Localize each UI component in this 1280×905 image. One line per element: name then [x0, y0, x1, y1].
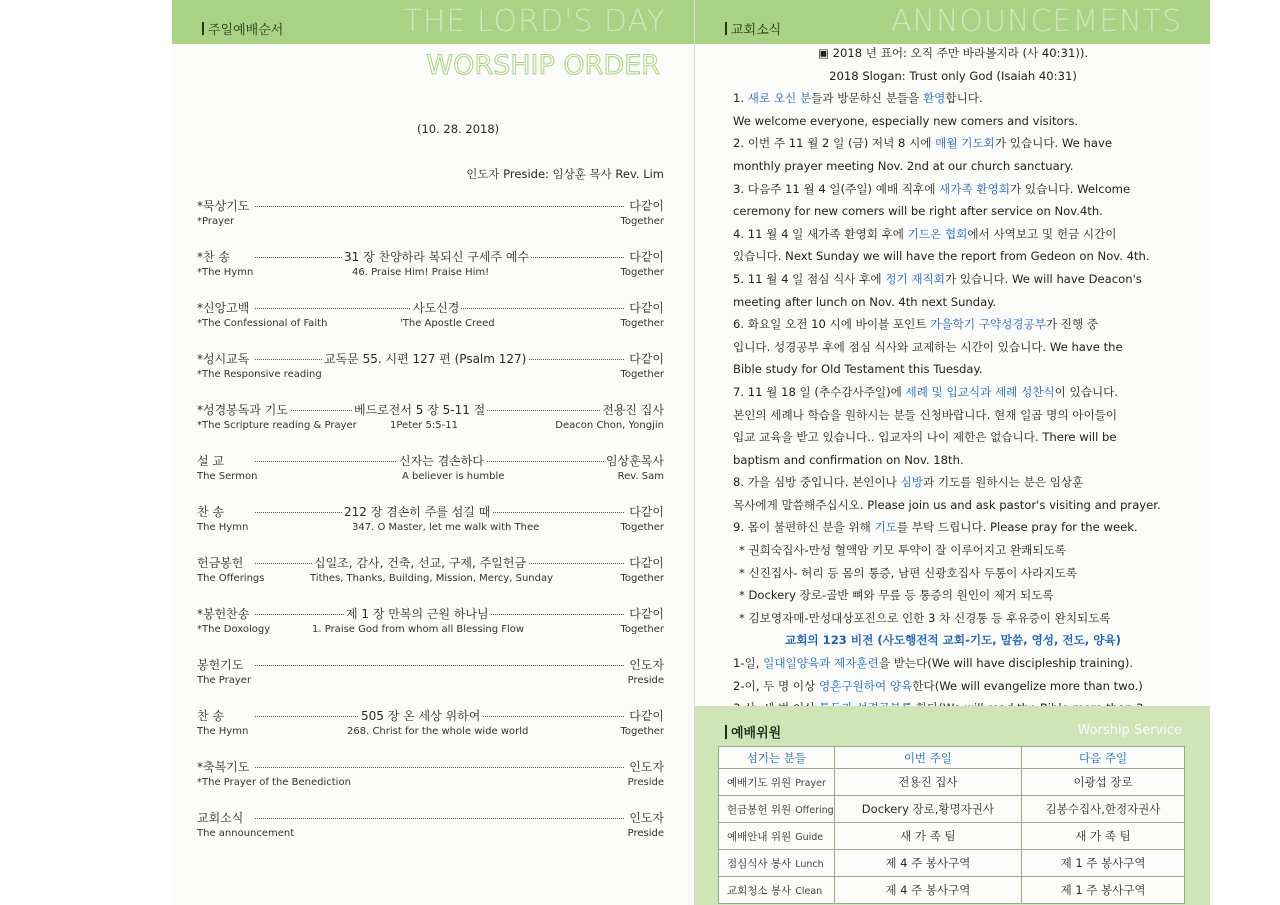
order-item-title: *성시교독 — [197, 352, 250, 366]
order-item-english-row — [197, 828, 664, 842]
order-item-korean-row — [197, 656, 664, 672]
order-item-korean-row — [197, 758, 664, 774]
announcement-1-en: We welcome everyone, especially new comers and visitors. — [733, 113, 1079, 128]
order-item-content: 교독문 55. 시편 127 편 (Psalm 127) — [324, 352, 527, 366]
vision-1: 1-일, 일대일양육과 제자훈련을 받는다(We will have discipleship training). — [733, 656, 1134, 671]
service-role-en: Lunch — [795, 858, 824, 870]
order-item-korean-row — [197, 452, 664, 468]
table-row — [719, 796, 1185, 823]
announcements-title: ANNOUNCEMENTS — [891, 4, 1182, 39]
announcement-8-line2: 목사에게 말씀해주십시오. Please join us and ask pastor's visiting and prayer. — [733, 497, 1161, 512]
order-item-korean-row — [197, 503, 664, 519]
order-item-leader: 다같이 — [629, 301, 664, 315]
order-item-content-en: 'The Apostle Creed — [400, 318, 495, 329]
announcement-7: 7. 11 월 18 일 (추수감사주일)에 세례 및 입교식과 세례 성찬식이 있습니다. — [733, 384, 1119, 399]
order-item-content: 십일조, 감사, 건축, 선교, 구제, 주일헌금 — [314, 556, 527, 570]
highlight-gideon: 기드온 협회 — [907, 226, 968, 241]
service-role-ko: 점심식사 봉사 — [727, 857, 792, 870]
highlight-bible-study: 가을학기 구약성경공부 — [930, 317, 1046, 332]
order-item-leader-en: Deacon Chon, Yongjin — [555, 420, 664, 431]
announcement-2: 2. 이번 주 11 월 2 일 (금) 저녁 8 시에 매월 기도회가 있습니다. We have — [733, 136, 1112, 151]
highlight-discipleship: 일대일양육과 제자훈련 — [763, 656, 879, 671]
highlight-visitation: 심방 — [900, 475, 923, 490]
order-item-title-en: *The Doxology — [197, 624, 271, 635]
order-item — [197, 299, 664, 332]
order-item-title-en: *The Confessional of Faith — [197, 318, 328, 329]
order-item-leader: 다같이 — [629, 505, 664, 519]
prayer-item: * Dockery 장로-골반 뼈와 무릎 등 통증의 원인이 제거 되도록 — [739, 588, 1054, 603]
order-item-title: 설 교 — [197, 454, 224, 468]
announcement-5: 5. 11 월 4 일 점심 식사 후에 정기 재직회가 있습니다. We will have Deacon's — [733, 271, 1142, 286]
order-item-title: *찬 송 — [197, 250, 230, 264]
highlight-prayer: 기도 — [874, 520, 897, 535]
order-item-title-en: The Prayer — [197, 675, 252, 686]
service-role-ko: 예배안내 위원 — [727, 830, 792, 843]
order-item-content: 212 장 겸손히 주를 섬길 때 — [344, 505, 491, 519]
order-item-title-en: The Sermon — [197, 471, 258, 482]
presider-line: 인도자 Preside: 임상훈 목사 Rev. Lim — [466, 167, 664, 181]
order-item-title: *성경봉독과 기도 — [197, 403, 288, 417]
order-item-content: 31 장 찬양하라 복되신 구세주 예수 — [344, 250, 530, 264]
order-item-leader: 다같이 — [629, 556, 664, 570]
order-item-korean-row — [197, 605, 664, 621]
order-item-english-row — [197, 216, 664, 230]
slogan-korean: ▣ 2018 년 표어: 오직 주만 바라볼지라 (사 40:31)). — [817, 46, 1089, 60]
service-date: (10. 28. 2018) — [417, 122, 500, 136]
order-item-title: *봉헌찬송 — [197, 607, 250, 621]
worship-service-table — [718, 746, 1185, 904]
order-item-english-row — [197, 675, 664, 689]
service-this-sunday: 제 4 주 봉사구역 — [834, 877, 1021, 904]
highlight-welcome: 환영 — [922, 91, 946, 106]
order-item-english-row — [197, 522, 664, 536]
announcement-7-line2: 본인의 세례나 학습을 원하시는 분들 신청바랍니다. 현재 일곱 명의 아이들이 — [733, 407, 1118, 422]
service-role-en: Prayer — [795, 777, 826, 789]
order-item-korean-row — [197, 248, 664, 264]
worship-order-label-text: 주일예배순서 — [208, 23, 284, 38]
order-item-title: 봉헌기도 — [197, 658, 244, 672]
service-this-sunday: 새 가 족 팀 — [834, 823, 1021, 850]
order-item-english-row — [197, 624, 664, 638]
table-row — [719, 850, 1185, 877]
worship-service-label-text: 예배위원 — [731, 726, 782, 741]
announcement-1: 1. 새로 오신 분들과 방문하신 분들을 환영합니다. — [733, 91, 983, 106]
order-item-english-row — [197, 420, 664, 434]
announcement-3: 3. 다음주 11 월 4 일(주일) 예배 직후에 새가족 환영회가 있습니다. Welcome — [733, 181, 1131, 196]
announcement-5-en: meeting after lunch on Nov. 4th next Sunday. — [733, 294, 997, 309]
order-item-title-en: The Hymn — [197, 522, 249, 533]
order-item-leader: 다같이 — [629, 199, 664, 213]
order-item-leader: 다같이 — [629, 250, 664, 264]
order-item-content-en: 1Peter 5:5-11 — [390, 420, 458, 431]
worship-service-rows — [719, 769, 1185, 904]
service-role-en: Guide — [795, 831, 824, 843]
order-item-title-en: The Hymn — [197, 726, 249, 737]
order-item — [197, 401, 664, 434]
announcement-3-en: ceremony for new comers will be right after service on Nov.4th. — [733, 204, 1103, 219]
order-item-leader-en: Together — [620, 216, 664, 227]
order-item-leader: 다같이 — [629, 709, 664, 723]
order-item-leader-en: Preside — [627, 828, 664, 839]
order-item-leader-en: Together — [620, 522, 664, 533]
order-item-leader-en: Rev. Sam — [617, 471, 664, 482]
order-item-english-row — [197, 777, 664, 791]
worship-order-section-label — [202, 19, 283, 38]
order-item-korean-row — [197, 809, 664, 825]
announcement-4-en: 있습니다. Next Sunday we will have the report from Gedeon on Nov. 4th. — [733, 249, 1150, 264]
order-item-content-en: 1. Praise God from whom all Blessing Flow — [312, 624, 525, 635]
dotted-leader — [255, 206, 624, 207]
order-item-leader: 인도자 — [629, 811, 664, 825]
worship-service-label — [725, 722, 781, 741]
worship-order-header-band — [172, 0, 694, 44]
order-item-title: *축복기도 — [197, 760, 250, 774]
service-next-sunday: 제 1 주 봉사구역 — [1022, 877, 1185, 904]
order-item-title: 교회소식 — [197, 811, 244, 825]
vision-title: 교회의 123 비전 (사도행전적 교회-기도, 말씀, 영성, 전도, 양육) — [785, 633, 1121, 648]
prayer-item: * 권희숙집사-만성 혈액암 키모 투약이 잘 이루어지고 완쾌되도록 — [739, 543, 1066, 558]
order-item-english-row — [197, 318, 664, 332]
order-item-leader: 전용진 집사 — [602, 403, 664, 417]
order-item-english-row — [197, 471, 664, 485]
order-item-korean-row — [197, 554, 664, 570]
announcement-list — [733, 42, 1173, 720]
order-item — [197, 197, 664, 230]
order-item-korean-row — [197, 197, 664, 213]
announcement-9: 9. 몸이 불편하신 분을 위해 기도를 부탁 드립니다. Please pray for the week. — [733, 520, 1138, 535]
table-row — [719, 769, 1185, 796]
order-item — [197, 656, 664, 689]
order-item-english-row — [197, 369, 664, 383]
order-item — [197, 758, 664, 791]
order-item-korean-row — [197, 707, 664, 723]
order-item-title-en: *The Responsive reading — [197, 369, 322, 380]
vision-2: 2-이, 두 명 이상 영혼구원하여 양육한다(We will evangelize more than two.) — [733, 678, 1143, 693]
dotted-leader — [255, 665, 624, 666]
order-item-leader-en: Together — [620, 369, 664, 380]
order-item-korean-row — [197, 401, 664, 417]
order-item-title-en: *The Scripture reading & Prayer — [197, 420, 357, 431]
service-role — [719, 877, 835, 904]
order-item — [197, 248, 664, 281]
order-item — [197, 809, 664, 842]
order-item-content: 베드로전서 5 장 5-11 절 — [354, 403, 486, 417]
highlight-welcome-party: 새가족 환영회 — [939, 181, 1011, 196]
highlight-evangelize: 영혼구원하여 양육 — [819, 678, 913, 693]
order-item-content-en: 347. O Master, let me walk with Thee — [352, 522, 540, 533]
header-this-sunday: 이번 주일 — [834, 747, 1021, 769]
service-this-sunday: 전용진 집사 — [834, 769, 1021, 796]
dotted-leader — [255, 818, 624, 819]
worship-service-label-en: Worship Service — [1077, 723, 1182, 738]
order-item-english-row — [197, 573, 664, 587]
highlight-deacons-meeting: 정기 재직회 — [885, 271, 945, 286]
service-next-sunday: 제 1 주 봉사구역 — [1022, 850, 1185, 877]
order-item-content: 제 1 장 만복의 근원 하나님 — [346, 607, 489, 621]
table-row — [719, 877, 1185, 904]
order-item-content-en: A believer is humble — [402, 471, 505, 482]
announcement-6-line2: 입니다. 성경공부 후에 점심 식사와 교제하는 시간이 있습니다. We have the — [733, 339, 1123, 354]
order-item-content: 505 장 온 세상 위하여 — [361, 709, 481, 723]
order-item-title: *신앙고백 — [197, 301, 250, 315]
header-next-sunday: 다음 주일 — [1022, 747, 1185, 769]
announcements-label-text: 교회소식 — [731, 23, 782, 38]
order-item-title: *묵상기도 — [197, 199, 250, 213]
order-item-english-row — [197, 726, 664, 740]
order-item — [197, 554, 664, 587]
order-item — [197, 503, 664, 536]
order-item-english-row — [197, 267, 664, 281]
order-item-leader: 다같이 — [629, 607, 664, 621]
service-role — [719, 823, 835, 850]
announcements-page — [695, 0, 1210, 905]
prayer-item: * 신진집사- 허리 등 몸의 통증, 남편 신광호집사 두통이 사라지도록 — [739, 565, 1078, 580]
lords-day-title: THE LORD'S DAY — [403, 4, 666, 39]
service-role-ko: 헌금봉헌 위원 — [727, 803, 792, 816]
order-item-leader: 인도자 — [629, 658, 664, 672]
table-row — [719, 823, 1185, 850]
highlight-baptism: 세례 및 입교식과 세례 성찬식 — [905, 384, 1055, 399]
service-role-ko: 교회청소 봉사 — [727, 884, 792, 897]
service-role — [719, 796, 835, 823]
announcements-section-label — [725, 19, 781, 38]
service-this-sunday: 제 4 주 봉사구역 — [834, 850, 1021, 877]
order-item-title-en: The announcement — [197, 828, 295, 839]
service-role-en: Clean — [795, 885, 823, 897]
announcement-4: 4. 11 월 4 일 새가족 환영회 후에 기드온 협회에서 사역보고 및 헌금 시간이 — [733, 226, 1117, 241]
order-item-leader: 인도자 — [629, 760, 664, 774]
order-item-title-en: *The Prayer of the Benediction — [197, 777, 351, 788]
order-item — [197, 452, 664, 485]
section-bar-icon — [725, 725, 727, 739]
header-servers: 섬기는 분들 — [719, 747, 835, 769]
dotted-leader — [255, 767, 624, 768]
order-item-content-en: Tithes, Thanks, Building, Mission, Mercy, Sunday — [310, 573, 554, 584]
service-role-ko: 예배기도 위원 — [727, 776, 792, 789]
service-role — [719, 850, 835, 877]
announcement-6: 6. 화요일 오전 10 시에 바이블 포인트 가을학기 구약성경공부가 진행 중 — [733, 317, 1099, 332]
order-item-content-en: 46. Praise Him! Praise Him! — [352, 267, 490, 278]
order-item-title-en: The Offerings — [197, 573, 265, 584]
order-item-content: 사도신경 — [413, 301, 460, 315]
service-next-sunday: 이광섭 장로 — [1022, 769, 1185, 796]
order-item-leader: 임상훈목사 — [606, 454, 664, 468]
worship-order-page — [172, 0, 694, 905]
order-item — [197, 605, 664, 638]
order-item-content: 신자는 겸손하다 — [399, 454, 484, 468]
service-this-sunday: Dockery 장로,황명자권사 — [834, 796, 1021, 823]
order-item-leader-en: Together — [620, 573, 664, 584]
order-item — [197, 707, 664, 740]
order-item — [197, 350, 664, 383]
order-item-title: 찬 송 — [197, 505, 224, 519]
worship-order-title: WORSHIP ORDER — [426, 50, 660, 81]
service-next-sunday: 김봉수집사,한정자권사 — [1022, 796, 1185, 823]
service-next-sunday: 새 가 족 팀 — [1022, 823, 1185, 850]
order-item-leader-en: Together — [620, 267, 664, 278]
order-item-title: 헌금봉헌 — [197, 556, 244, 570]
order-item-title-en: *Prayer — [197, 216, 235, 227]
service-role-en: Offering — [795, 804, 834, 816]
announcement-7-line3: 입교 교육을 받고 있습니다.. 입교자의 나이 제한은 없습니다. There will be — [733, 430, 1117, 445]
service-role — [719, 769, 835, 796]
order-item-korean-row — [197, 350, 664, 366]
table-header-row — [719, 747, 1185, 769]
announcement-8: 8. 가을 심방 중입니다. 본인이나 심방과 기도를 원하시는 분은 임상훈 — [733, 475, 1084, 490]
highlight-new-comers: 새로 오신 분 — [747, 91, 812, 106]
order-item-leader-en: Preside — [627, 777, 664, 788]
announcements-header-band — [695, 0, 1210, 44]
order-item-title: 찬 송 — [197, 709, 224, 723]
order-item-leader-en: Together — [620, 624, 664, 635]
order-item-leader: 다같이 — [629, 352, 664, 366]
section-bar-icon — [725, 22, 727, 35]
section-bar-icon — [202, 22, 204, 35]
highlight-prayer-meeting: 매월 기도회 — [935, 136, 995, 151]
announcement-2-en: monthly prayer meeting Nov. 2nd at our church sanctuary. — [733, 158, 1074, 173]
order-item-title-en: *The Hymn — [197, 267, 254, 278]
prayer-item: * 김보영자매-만성대상포진으로 인한 3 차 신경통 등 후유증이 완치되도록 — [739, 610, 1111, 625]
order-item-leader-en: Together — [620, 726, 664, 737]
order-item-leader-en: Preside — [627, 675, 664, 686]
order-item-leader-en: Together — [620, 318, 664, 329]
slogan-english: 2018 Slogan: Trust only God (Isaiah 40:31) — [829, 68, 1077, 83]
announcement-7-en: baptism and confirmation on Nov. 18th. — [733, 452, 964, 467]
order-item-content-en: 268. Christ for the whole wide world — [347, 726, 529, 737]
announcement-6-en: Bible study for Old Testament this Tuesday. — [733, 362, 983, 377]
order-item-korean-row — [197, 299, 664, 315]
